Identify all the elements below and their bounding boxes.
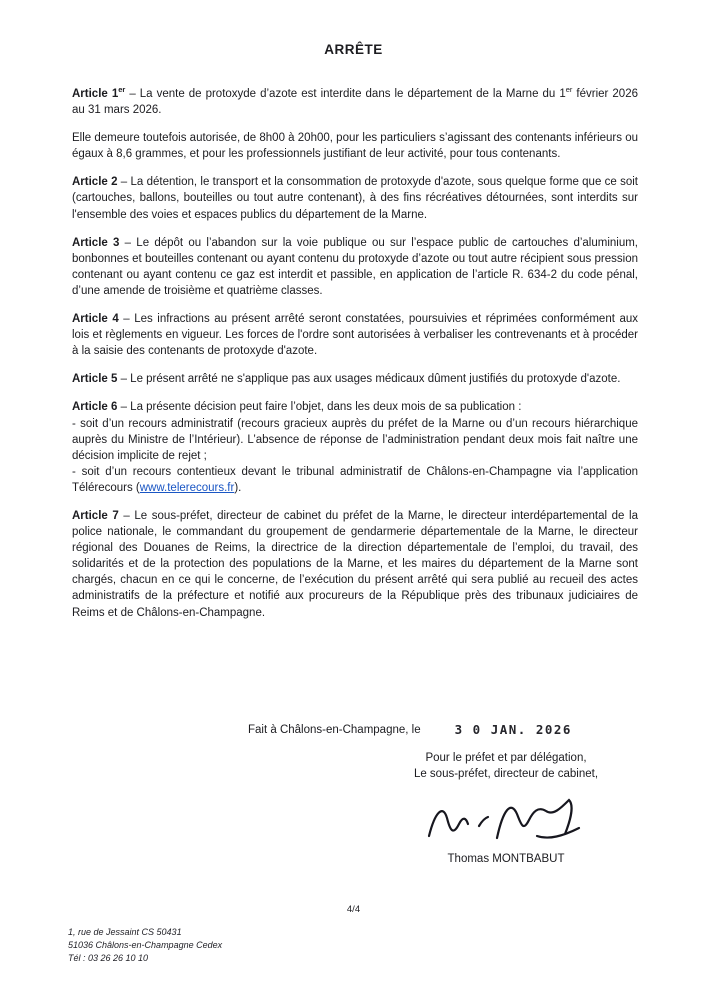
article-1-label-sup: er [118, 85, 126, 95]
paragraph-autorisation: Elle demeure toutefois autorisée, de 8h00 à 20h00, pour les particuliers s’agissant des contenants inférieurs ou égaux à 8,6 grammes, et pour les professionnels justifiant de leur activité, pour tous contenants. [72, 132, 638, 161]
article-6-item-recours-administratif: - soit d’un recours administratif (recours gracieux auprès du préfet de la Marne ou d’un recours hiérarchique auprès du Ministre de l’Intérieur). L’absence de réponse de l’administration pendant deux mois fait naître une décision implicite de rejet ; [72, 417, 638, 462]
article-7-label: Article 7 [72, 509, 119, 522]
date-stamp: 3 0 JAN. 2026 [454, 722, 572, 737]
article-4-label: Article 4 [72, 313, 119, 326]
article-1 [72, 86, 638, 118]
article-2-label: Article 2 [72, 176, 118, 189]
document-title: ARRÊTE [324, 42, 383, 57]
article-4 [72, 311, 638, 359]
article-5 [72, 371, 638, 387]
article-1-text-b: février 2026 au 31 mars 2026. [72, 88, 638, 117]
article-6-item2-text-pre: - soit d’un recours contentieux devant le tribunal administratif de Châlons-en-Champagne via l’application Télérecours ( [72, 465, 638, 494]
footer-address-line-2: 51036 Châlons-en-Champagne Cedex [68, 940, 223, 951]
article-1-date-sup: er [565, 85, 573, 95]
article-2-text: – La détention, le transport et la consommation de protoxyde d'azote, sous quelque forme que ce soit (cartouches, ballons, bouteilles ou tout autre contenant), à des fins récréatives détournées, sont interdits sur l'ensemble des voies et espaces publics du département de la Marne. [72, 176, 638, 221]
signature-block [395, 751, 617, 868]
article-3-label: Article 3 [72, 236, 120, 249]
place-date-row [248, 722, 707, 737]
article-5-label: Article 5 [72, 373, 118, 386]
article-6-text: – La présente décision peut faire l’objet, dans les deux mois de sa publication : [117, 401, 522, 414]
article-7-text: – Le sous-préfet, directeur de cabinet du préfet de la Marne, le directeur interdépartemental de la police nationale, le commandant du groupement de gendarmerie départementale de la Marne, le directeur régional des Douanes de Reims, la directrice de la direction départementale de l’emploi, du travail, des solidarités et de la protection des populations de la Marne, et les maires du département de la Marne sont chargés, chacun en ce qui le concerne, de l’exécution du présent arrêté qui sera publié au recueil des actes administratifs de la préfecture et notifié aux procureurs de la République près des tribunaux judiciaires de Reims et de Châlons-en-Champagne. [72, 509, 638, 619]
article-6-intro [72, 399, 638, 415]
footer-address-line-1: 1, rue de Jessaint CS 50431 [68, 927, 182, 937]
article-6-item2-text-post: ). [234, 481, 242, 494]
signer-name: Thomas MONTBABUT [447, 853, 565, 866]
footer-phone: Tél : 03 26 26 10 10 [68, 953, 149, 964]
article-1-text-a: – La vente de protoxyde d’azote est interdite dans le département de la Marne du 1 [125, 88, 566, 100]
page-number: 4/4 [346, 904, 361, 915]
telerecours-link[interactable]: www.telerecours.fr [139, 481, 235, 494]
article-7 [72, 508, 638, 621]
closing-block [0, 722, 707, 868]
article-1-label: Article 1 [72, 88, 119, 100]
handwritten-signature [419, 790, 594, 850]
article-4-text: – Les infractions au présent arrêté seront constatées, poursuivies et réprimées conformément aux lois et règlements en vigueur. Les forces de l'ordre sont autorisées à verbaliser les contrevenants et à procéder à la saisie des contenants de protoxyde d'azote. [72, 313, 638, 358]
article-5-text: – Le présent arrêté ne s'applique pas aux usages médicaux dûment justifiés du protoxyde d'azote. [117, 373, 621, 386]
article-6-label: Article 6 [72, 401, 118, 414]
place-date-text: Fait à Châlons-en-Champagne, le [248, 723, 421, 736]
article-6-item-recours-contentieux [72, 464, 638, 496]
article-3-text: – Le dépôt ou l’abandon sur la voie publique ou sur l’espace public de cartouches d’aluminium, bonbonnes et bouteilles contenant ou ayant contenu du protoxyde d’azote ou tout autre récipient sous pression contenant ou ayant contenu ce gaz est interdit et passible, en application de l’article R. 634-2 du code pénal, d’une amende de troisième et quatrième classes. [72, 236, 638, 297]
document-body [72, 86, 638, 633]
article-6 [72, 399, 638, 496]
delegation-line-2: Le sous-préfet, directeur de cabinet, [413, 767, 599, 780]
footer-address-block [68, 926, 222, 965]
article-2 [72, 174, 638, 222]
delegation-line-1: Pour le préfet et par délégation, [425, 752, 587, 764]
article-3 [72, 235, 638, 299]
